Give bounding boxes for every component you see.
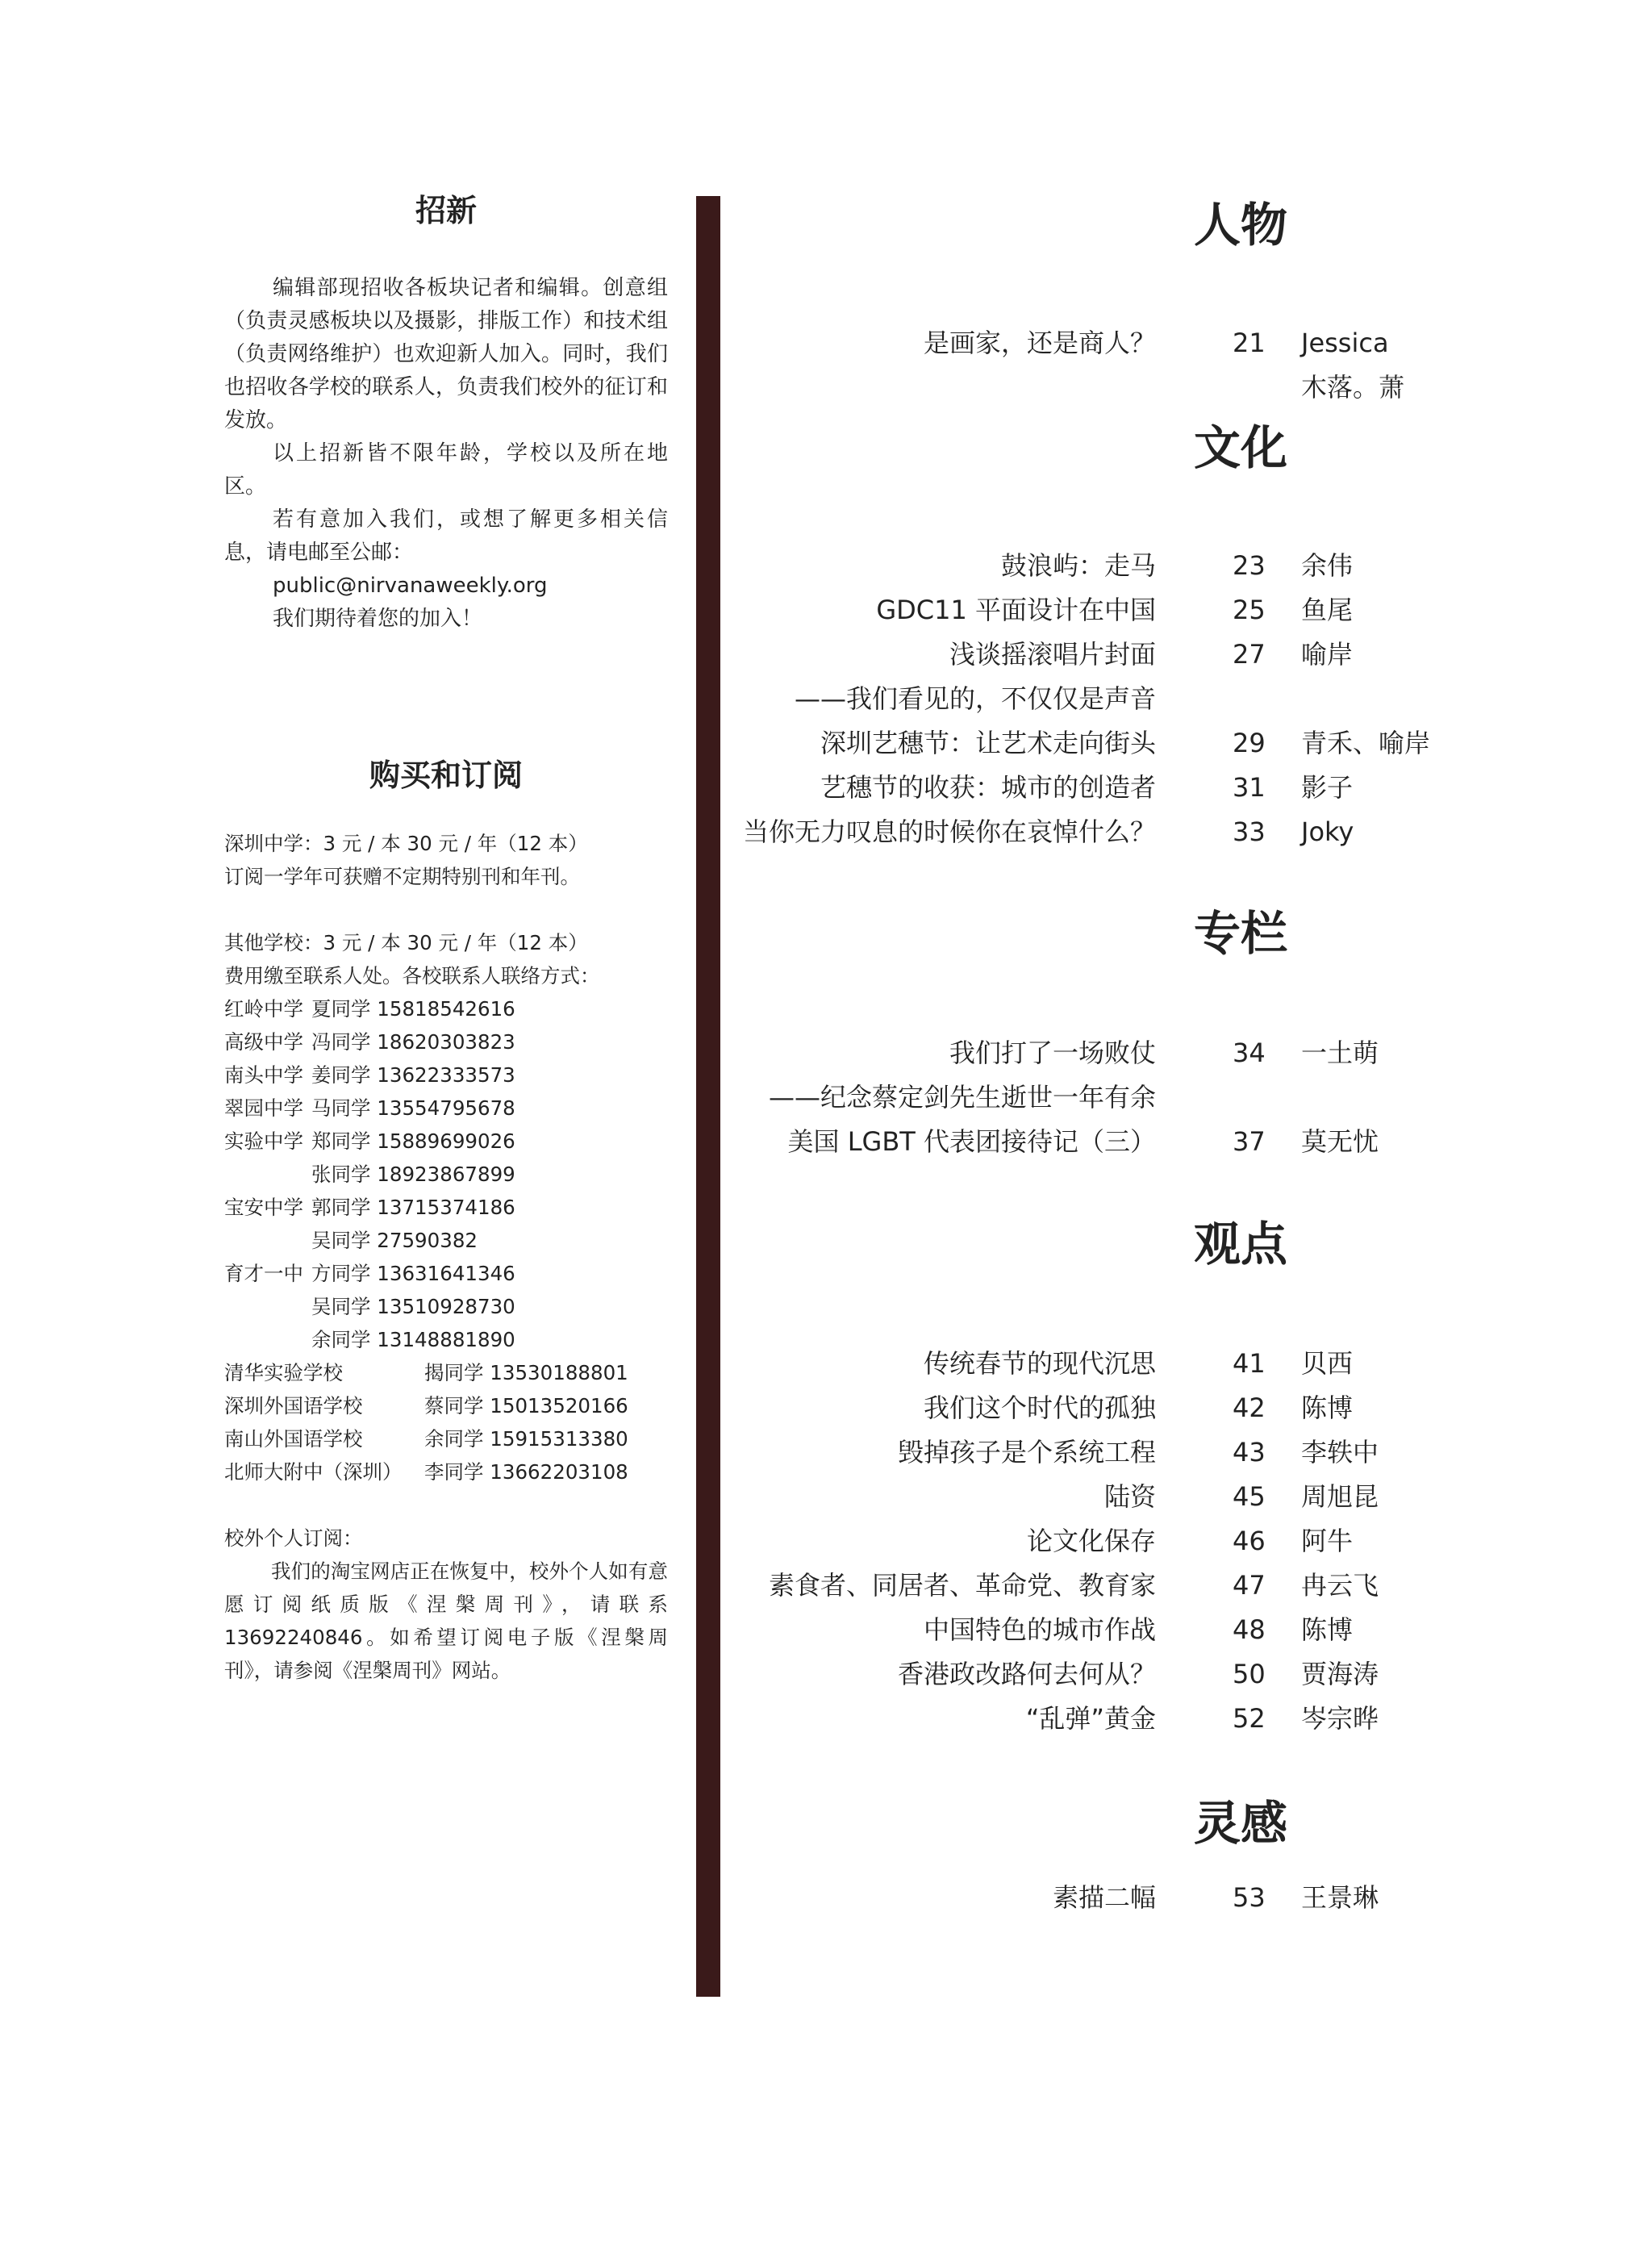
contact-person: 姜同学 13622333573 xyxy=(311,1063,515,1087)
toc-entry-title: 毁掉孩子是个系统工程 xyxy=(897,1437,1156,1468)
toc-entry-author: 莫无忧 xyxy=(1301,1126,1379,1157)
contact-person: 张同学 18923867899 xyxy=(311,1163,515,1186)
toc-entry-title: 传统春节的现代沉思 xyxy=(923,1348,1156,1379)
toc-entry-author: 影子 xyxy=(1301,772,1354,803)
contact-school: 清华实验学校 xyxy=(224,1361,343,1384)
toc-entry-page: 29 xyxy=(1233,728,1266,758)
contact-row xyxy=(224,1125,668,1158)
toc-entry-author: 岑宗晔 xyxy=(1301,1703,1379,1734)
toc-entry-page: 45 xyxy=(1233,1481,1266,1512)
contact-school: 北师大附中（深圳） xyxy=(224,1460,403,1484)
toc-subtitle-text: ——我们看见的，不仅仅是声音 xyxy=(794,683,1156,714)
toc-entry-page: 47 xyxy=(1233,1570,1266,1601)
contact-school xyxy=(224,1290,311,1323)
contact-person: 揭同学 13530188801 xyxy=(424,1361,628,1384)
shenzhong-note: 订阅一学年可获赠不定期特别刊和年刊。 xyxy=(224,865,580,888)
contact-row xyxy=(224,1290,668,1323)
toc-entry-title: 我们打了一场败仗 xyxy=(949,1037,1156,1068)
toc-entry[interactable] xyxy=(750,1342,1557,1386)
toc-entry-title: 陆资 xyxy=(1103,1481,1156,1512)
toc-entry[interactable] xyxy=(742,810,1557,854)
toc-entry-title: 素描二幅 xyxy=(1052,1882,1156,1913)
toc-entry-page: 48 xyxy=(1233,1614,1266,1645)
toc-entry[interactable] xyxy=(750,1031,1557,1075)
contact-row xyxy=(224,1356,668,1389)
toc-entry-page: 52 xyxy=(1233,1703,1266,1734)
category-heading-culture: 文化 xyxy=(1194,420,1288,475)
toc-entry[interactable] xyxy=(750,633,1557,677)
contact-person: 李同学 13662203108 xyxy=(424,1460,628,1484)
toc-entry-page: 41 xyxy=(1233,1348,1266,1379)
toc-entry-author: 喻岸 xyxy=(1301,639,1354,670)
toc-entry-title: 当你无力叹息的时候你在哀悼什么？ xyxy=(742,816,1156,847)
toc-entry[interactable] xyxy=(750,1430,1557,1475)
contact-school: 南头中学 xyxy=(224,1063,303,1087)
contact-person: 冯同学 18620303823 xyxy=(311,1030,515,1054)
table-of-contents xyxy=(742,0,1557,2242)
toc-entry-page: 33 xyxy=(1233,816,1266,847)
spacer xyxy=(224,1488,668,1522)
toc-entry-title: 深圳艺穗节：让艺术走向街头 xyxy=(820,728,1156,758)
toc-entry[interactable] xyxy=(750,1475,1557,1519)
toc-entry-extra-author xyxy=(750,365,1557,410)
contact-school xyxy=(224,1224,311,1257)
column-divider xyxy=(696,196,720,1997)
toc-entry-page: 42 xyxy=(1233,1392,1266,1423)
category-heading-people: 人物 xyxy=(1194,198,1288,253)
outside-title: 校外个人订阅： xyxy=(224,1526,363,1550)
contact-row xyxy=(224,1455,668,1488)
toc-entry[interactable] xyxy=(750,1519,1557,1564)
contact-person: 吴同学 13510928730 xyxy=(311,1295,515,1318)
recruit-email-link[interactable]: public@nirvanaweekly.org xyxy=(273,574,548,598)
toc-entry-title: 素食者、同居者、革命党、教育家 xyxy=(768,1570,1156,1601)
toc-entry-title: 浅谈摇滚唱片封面 xyxy=(949,639,1156,670)
toc-entry-page: 25 xyxy=(1233,595,1266,625)
toc-entry-page: 31 xyxy=(1233,772,1266,803)
toc-entry-author: 周旭昆 xyxy=(1301,1481,1379,1512)
contact-person: 余同学 13148881890 xyxy=(311,1328,515,1351)
contact-person: 吴同学 27590382 xyxy=(311,1229,478,1252)
toc-entry[interactable] xyxy=(750,588,1557,633)
contact-person: 马同学 13554795678 xyxy=(311,1096,515,1120)
contact-school: 育才一中 xyxy=(224,1262,303,1285)
contact-school: 实验中学 xyxy=(224,1129,303,1153)
contact-school: 深圳外国语学校 xyxy=(224,1394,363,1417)
contact-row xyxy=(224,1422,668,1455)
other-school-price: 其他学校：3 元 / 本 30 元 / 年（12 本） xyxy=(224,931,588,954)
recruit-paragraph-3: 若有意加入我们，或想了解更多相关信息，请电邮至公邮： xyxy=(224,507,668,565)
toc-entry-page: 46 xyxy=(1233,1526,1266,1556)
contact-row xyxy=(224,1323,668,1356)
contact-person: 郑同学 15889699026 xyxy=(311,1129,515,1153)
toc-entry-title: 艺穗节的收获：城市的创造者 xyxy=(820,772,1156,803)
contact-person: 夏同学 15818542616 xyxy=(311,997,515,1021)
contact-row xyxy=(224,992,668,1025)
contact-row xyxy=(224,1389,668,1422)
contact-school: 红岭中学 xyxy=(224,997,303,1021)
toc-entry-author: 王景琳 xyxy=(1301,1882,1379,1913)
contact-row xyxy=(224,1092,668,1125)
contact-list-wide xyxy=(224,1356,668,1488)
spacer xyxy=(224,893,668,926)
contact-person: 余同学 15915313380 xyxy=(424,1427,628,1451)
category-heading-opinion: 观点 xyxy=(1194,1217,1288,1271)
outside-text: 我们的淘宝网店正在恢复中，校外个人如有意愿订阅纸质版《涅槃周刊》，请联系13692240846。如希望订阅电子版《涅槃周刊》，请参阅《涅槃周刊》网站。 xyxy=(224,1559,668,1682)
toc-entry-page: 21 xyxy=(1233,328,1266,358)
toc-entry-page: 53 xyxy=(1233,1882,1266,1913)
toc-entry[interactable] xyxy=(750,1697,1557,1741)
toc-entry[interactable] xyxy=(750,1652,1557,1697)
buy-title: 购买和订阅 xyxy=(369,757,523,793)
toc-entry-title: 美国 LGBT 代表团接待记（三） xyxy=(787,1126,1156,1157)
contact-row xyxy=(224,1158,668,1191)
contact-person: 蔡同学 15013520166 xyxy=(424,1394,628,1417)
toc-entry-author: 青禾、喻岸 xyxy=(1301,728,1431,758)
toc-entry-author: 余伟 xyxy=(1301,550,1354,581)
toc-entry-title: GDC11 平面设计在中国 xyxy=(876,595,1156,625)
toc-entry-author: 木落。萧 xyxy=(1301,372,1405,403)
toc-entry[interactable] xyxy=(750,721,1557,766)
contact-list xyxy=(224,992,668,1356)
contact-school: 翠园中学 xyxy=(224,1096,303,1120)
toc-entry[interactable] xyxy=(750,1120,1557,1164)
contact-row xyxy=(224,1224,668,1257)
toc-entry-page: 23 xyxy=(1233,550,1266,581)
category-heading-inspiration: 灵感 xyxy=(1194,1796,1288,1851)
toc-entry-author: 鱼尾 xyxy=(1301,595,1354,625)
toc-entry-author: 陈博 xyxy=(1301,1614,1354,1645)
toc-entry-page: 27 xyxy=(1233,639,1266,670)
left-column xyxy=(224,186,668,1682)
toc-entry-title: 论文化保存 xyxy=(1026,1526,1156,1556)
toc-entry-page: 34 xyxy=(1233,1037,1266,1068)
contact-row xyxy=(224,1191,668,1224)
contact-row xyxy=(224,1025,668,1058)
contact-person: 郭同学 13715374186 xyxy=(311,1196,515,1219)
category-heading-column: 专栏 xyxy=(1194,906,1288,961)
recruit-title: 招新 xyxy=(415,192,477,228)
toc-entry-author: 冉云飞 xyxy=(1301,1570,1379,1601)
toc-entry[interactable] xyxy=(750,766,1557,810)
contacts-intro: 费用缴至联系人处。各校联系人联络方式： xyxy=(224,964,600,987)
shenzhong-price: 深圳中学：3 元 / 本 30 元 / 年（12 本） xyxy=(224,832,588,855)
toc-entry-subtitle xyxy=(750,677,1557,721)
toc-entry-page: 50 xyxy=(1233,1659,1266,1689)
toc-entry-author: 李轶中 xyxy=(1301,1437,1379,1468)
toc-entry-author: 贝西 xyxy=(1301,1348,1354,1379)
toc-subtitle-text: ——纪念蔡定剑先生逝世一年有余 xyxy=(768,1082,1156,1113)
toc-entry-author: 贾海涛 xyxy=(1301,1659,1379,1689)
toc-entry-subtitle xyxy=(750,1075,1557,1120)
contact-row xyxy=(224,1257,668,1290)
toc-entry-title: 我们这个时代的孤独 xyxy=(923,1392,1156,1423)
contact-school: 高级中学 xyxy=(224,1030,303,1054)
toc-entry-author: 一土萌 xyxy=(1301,1037,1379,1068)
buy-section xyxy=(224,827,668,1687)
toc-entry-title: 中国特色的城市作战 xyxy=(923,1614,1156,1645)
toc-entry-title: “乱弹”黄金 xyxy=(1025,1703,1156,1734)
recruit-paragraph-2: 以上招新皆不限年龄，学校以及所在地区。 xyxy=(224,441,668,499)
toc-entry[interactable] xyxy=(750,544,1557,588)
toc-entry[interactable] xyxy=(750,1386,1557,1430)
contact-school xyxy=(224,1323,311,1356)
toc-entry[interactable] xyxy=(750,1608,1557,1652)
toc-entry-title: 香港政改路何去何从？ xyxy=(897,1659,1156,1689)
toc-entry[interactable] xyxy=(750,1876,1557,1920)
recruit-closing: 我们期待着您的加入！ xyxy=(273,607,483,631)
toc-entry-page: 37 xyxy=(1233,1126,1266,1157)
toc-entry-author: 陈博 xyxy=(1301,1392,1354,1423)
contact-person: 方同学 13631641346 xyxy=(311,1262,515,1285)
contact-row xyxy=(224,1058,668,1092)
toc-entry-author: Jessica xyxy=(1301,328,1389,358)
contact-school xyxy=(224,1158,311,1191)
toc-entry[interactable] xyxy=(750,321,1557,365)
contact-school: 宝安中学 xyxy=(224,1196,303,1219)
toc-entry-title: 是画家，还是商人？ xyxy=(923,328,1156,358)
recruit-paragraph-1: 编辑部现招收各板块记者和编辑。创意组（负责灵感板块以及摄影，排版工作）和技术组（负责网络维护）也欢迎新人加入。同时，我们也招收各学校的联系人，负责我们校外的征订和发放。 xyxy=(224,276,668,432)
contact-school: 南山外国语学校 xyxy=(224,1427,363,1451)
toc-entry-author: 阿牛 xyxy=(1301,1526,1354,1556)
toc-entry-author: Joky xyxy=(1301,816,1354,847)
toc-entry-title: 鼓浪屿：走马 xyxy=(1000,550,1156,581)
toc-entry-page: 43 xyxy=(1233,1437,1266,1468)
toc-entry[interactable] xyxy=(750,1564,1557,1608)
